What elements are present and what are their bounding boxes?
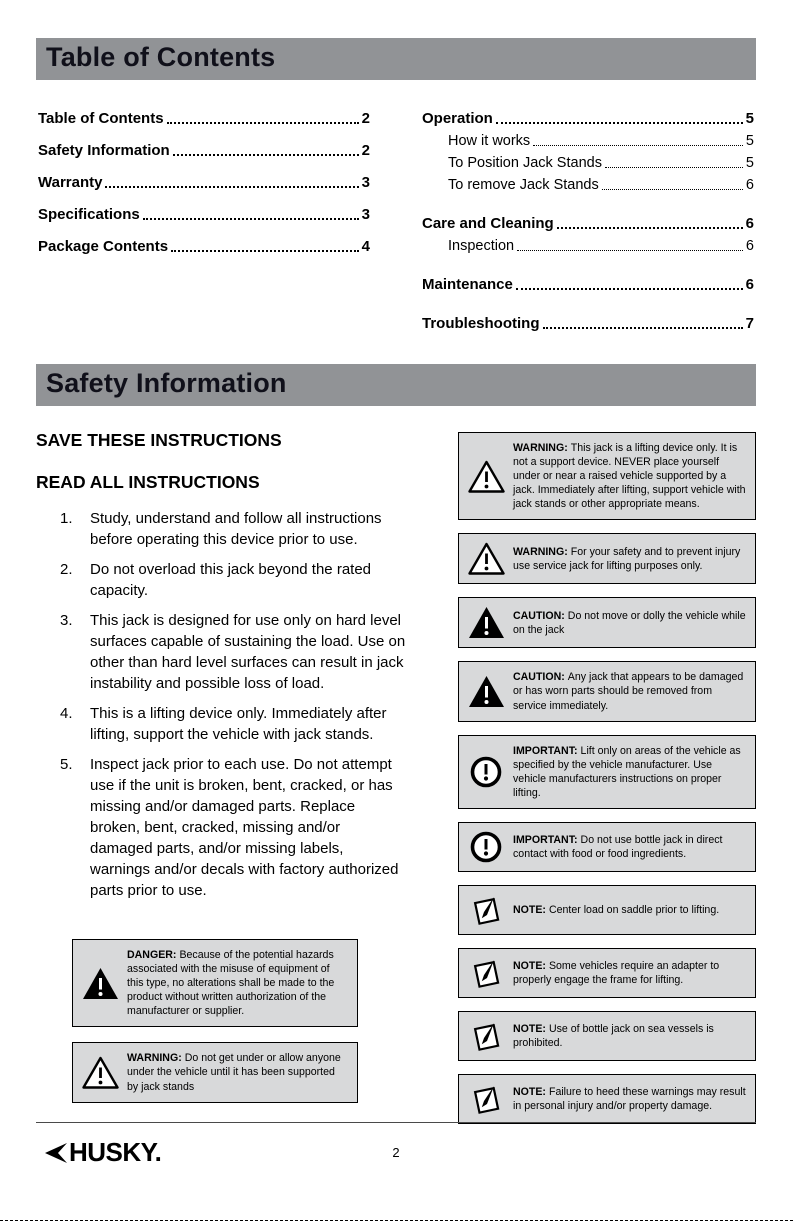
toc-entry-page: 5 [745, 155, 754, 171]
instruction-item [36, 559, 406, 601]
box-label: WARNING: [513, 545, 568, 558]
instruction-item [36, 754, 406, 901]
instruction-number: 3. [60, 612, 73, 629]
toc [36, 80, 756, 364]
box-text: This jack is a lifting device only. It is not a support device. NEVER place yourself under or near a raised vehicle supported by a jack. Immediately after lifting, support vehicle with jack stands or other appropriate means. [513, 442, 746, 511]
toc-entry [38, 142, 370, 159]
box-label: IMPORTANT: [513, 744, 578, 757]
box-label: DANGER: [127, 949, 177, 961]
dot-leader [516, 288, 743, 290]
toc-entry-page: 3 [361, 206, 370, 223]
toc-entry-page: 2 [361, 142, 370, 159]
important-circle-icon [459, 756, 513, 788]
toc-entry-page: 7 [745, 315, 754, 332]
warning-box [72, 1042, 358, 1102]
toc-entry-label: Warranty [38, 174, 103, 191]
danger-box [72, 939, 358, 1027]
dot-leader [143, 218, 359, 220]
instruction-item [36, 508, 406, 550]
safety-right-column [458, 430, 756, 1137]
box-text: Any jack that appears to be damaged or has worn parts should be removed from service immediately. [513, 671, 744, 712]
page-number: 2 [392, 1145, 400, 1160]
cut-line [0, 1220, 793, 1221]
box-body [513, 670, 746, 712]
box-text: Do not move or dolly the vehicle while on the jack [513, 609, 746, 636]
instruction-text: Inspect jack prior to each use. Do not attempt use if the unit is broken, bent, cracked, or has missing and/or damaged parts. Replace broken, bent, cracked, missing and/or damaged parts, and/or missing labels, warnings and/or decals with factory authorized parts prior to use. [90, 756, 399, 899]
instruction-item [36, 610, 406, 694]
box-text: Failure to heed these warnings may result in personal injury and/or property damage. [513, 1085, 746, 1112]
toc-entry [422, 276, 754, 293]
box-text: Some vehicles require an adapter to properly engage the frame for lifting. [513, 959, 720, 986]
box-text: For your safety and to prevent injury use service jack for lifting purposes only. [513, 545, 741, 572]
safety-title: Safety Information [46, 368, 287, 398]
safety-header-bar [36, 364, 756, 406]
dot-leader [173, 154, 359, 156]
toc-entry-page: 5 [745, 133, 754, 149]
toc-entry [422, 315, 754, 332]
box-body [513, 441, 746, 511]
dot-leader [557, 227, 743, 229]
toc-subentry [422, 238, 754, 254]
box-body [513, 959, 746, 987]
important-box [458, 822, 756, 872]
caution-triangle-icon [459, 606, 513, 639]
box-body [513, 1022, 746, 1050]
box-text: Do not get under or allow anyone under the vehicle until it has been supported by jack stands [127, 1052, 341, 1093]
toc-entry-page: 6 [745, 177, 754, 193]
toc-entry-label: How it works [448, 133, 531, 149]
box-body [513, 1085, 746, 1113]
save-instructions-heading: SAVE THESE INSTRUCTIONS [36, 430, 282, 450]
instruction-text: This is a lifting device only. Immediately after lifting, support the vehicle with jack stands. [90, 705, 387, 743]
instruction-text: This jack is designed for use only on hard level surfaces capable of sustaining the load. Use on other than hard level surfaces can result in jack instability and possible loss of load. [90, 612, 406, 692]
box-label: NOTE: [513, 1022, 546, 1035]
caution-box [458, 661, 756, 721]
toc-entry-label: To Position Jack Stands [448, 155, 602, 171]
dot-leader [602, 189, 743, 190]
toc-entry-label: Safety Information [38, 142, 170, 159]
safety-left-column [36, 430, 406, 1137]
toc-entry-page: 6 [745, 238, 754, 254]
toc-entry-page: 6 [745, 276, 754, 293]
warning-box [458, 432, 756, 520]
warning-triangle-icon [459, 542, 513, 575]
box-label: NOTE: [513, 903, 546, 916]
caution-box [458, 597, 756, 648]
box-label: CAUTION: [513, 609, 565, 622]
toc-entry-label: Inspection [448, 238, 515, 254]
dot-leader [167, 122, 359, 124]
toc-entry [38, 206, 370, 223]
dot-leader [496, 122, 743, 124]
box-text: Use of bottle jack on sea vessels is prohibited. [513, 1022, 714, 1049]
toc-left-column [38, 110, 370, 338]
caution-triangle-icon [459, 675, 513, 708]
toc-entry [38, 110, 370, 127]
toc-entry-page: 3 [361, 174, 370, 191]
box-label: NOTE: [513, 959, 546, 972]
note-box [458, 948, 756, 998]
dot-leader [543, 327, 743, 329]
toc-entry-page: 6 [745, 215, 754, 232]
left-warning-boxes [72, 939, 358, 1103]
instruction-number: 4. [60, 705, 73, 722]
box-body [127, 1051, 348, 1093]
note-box [458, 1074, 756, 1124]
warning-triangle-icon [73, 1056, 127, 1089]
warning-triangle-icon [459, 460, 513, 493]
toc-entry-label: Package Contents [38, 238, 169, 255]
box-body [513, 744, 746, 800]
dot-leader [517, 250, 743, 251]
dot-leader [605, 167, 743, 168]
box-label: WARNING: [513, 442, 568, 454]
instruction-number: 5. [60, 756, 73, 773]
note-box [458, 885, 756, 935]
husky-logo-text: HUSKY. [69, 1137, 162, 1167]
toc-entry-page: 4 [361, 238, 370, 255]
note-icon [459, 1083, 513, 1115]
box-body [513, 903, 746, 917]
warning-box [458, 533, 756, 584]
dot-leader [533, 145, 743, 146]
toc-entry-page: 2 [361, 110, 370, 127]
note-icon [459, 894, 513, 926]
toc-entry [422, 110, 754, 127]
box-text: Center load on saddle prior to lifting. [548, 903, 720, 916]
box-text: Lift only on areas of the vehicle as specified by the vehicle manufacturer. Use vehicle manufacturers instructions on proper lifting. [513, 744, 741, 799]
box-label: CAUTION: [513, 671, 565, 684]
toc-entry [38, 238, 370, 255]
toc-entry-label: Specifications [38, 206, 140, 223]
instruction-item [36, 703, 406, 745]
safety-section [36, 406, 756, 1137]
box-text: Do not use bottle jack in direct contact with food or food ingredients. [513, 833, 723, 860]
danger-triangle-icon [73, 967, 127, 1000]
box-body [513, 545, 746, 573]
toc-subentry [422, 155, 754, 171]
page-footer [36, 1122, 756, 1183]
toc-header-bar [36, 38, 756, 80]
dot-leader [171, 250, 359, 252]
toc-title: Table of Contents [46, 42, 276, 72]
toc-entry [422, 215, 754, 232]
footer-inner [36, 1123, 756, 1183]
toc-entry-label: Operation [422, 110, 493, 127]
dot-leader [105, 186, 358, 188]
read-instructions-heading: READ ALL INSTRUCTIONS [36, 472, 260, 492]
box-body [127, 948, 348, 1018]
toc-entry [38, 174, 370, 191]
toc-subentry [422, 177, 754, 193]
toc-entry-label: Table of Contents [38, 110, 164, 127]
box-label: IMPORTANT: [513, 833, 578, 846]
box-body [513, 609, 746, 637]
box-text: Because of the potential hazards associated with the misuse of equipment of this type, no alterations shall be made to the product without written authorization of the manufacturer or supplier. [127, 949, 335, 1018]
toc-right-column [422, 110, 754, 338]
instruction-text: Study, understand and follow all instructions before operating this device prior to use. [90, 510, 382, 548]
instruction-number: 2. [60, 561, 73, 578]
box-label: WARNING: [127, 1052, 182, 1065]
important-circle-icon [459, 831, 513, 863]
note-box [458, 1011, 756, 1061]
toc-entry-label: Troubleshooting [422, 315, 540, 332]
toc-entry-label: To remove Jack Stands [448, 177, 599, 193]
important-box [458, 735, 756, 809]
note-icon [459, 957, 513, 989]
box-label: NOTE: [513, 1085, 546, 1098]
note-icon [459, 1020, 513, 1052]
toc-entry-label: Care and Cleaning [422, 215, 554, 232]
instruction-number: 1. [60, 510, 73, 527]
toc-entry-page: 5 [745, 110, 754, 127]
box-body [513, 833, 746, 861]
toc-entry-label: Maintenance [422, 276, 513, 293]
toc-subentry [422, 133, 754, 149]
instruction-text: Do not overload this jack beyond the rated capacity. [90, 561, 372, 599]
